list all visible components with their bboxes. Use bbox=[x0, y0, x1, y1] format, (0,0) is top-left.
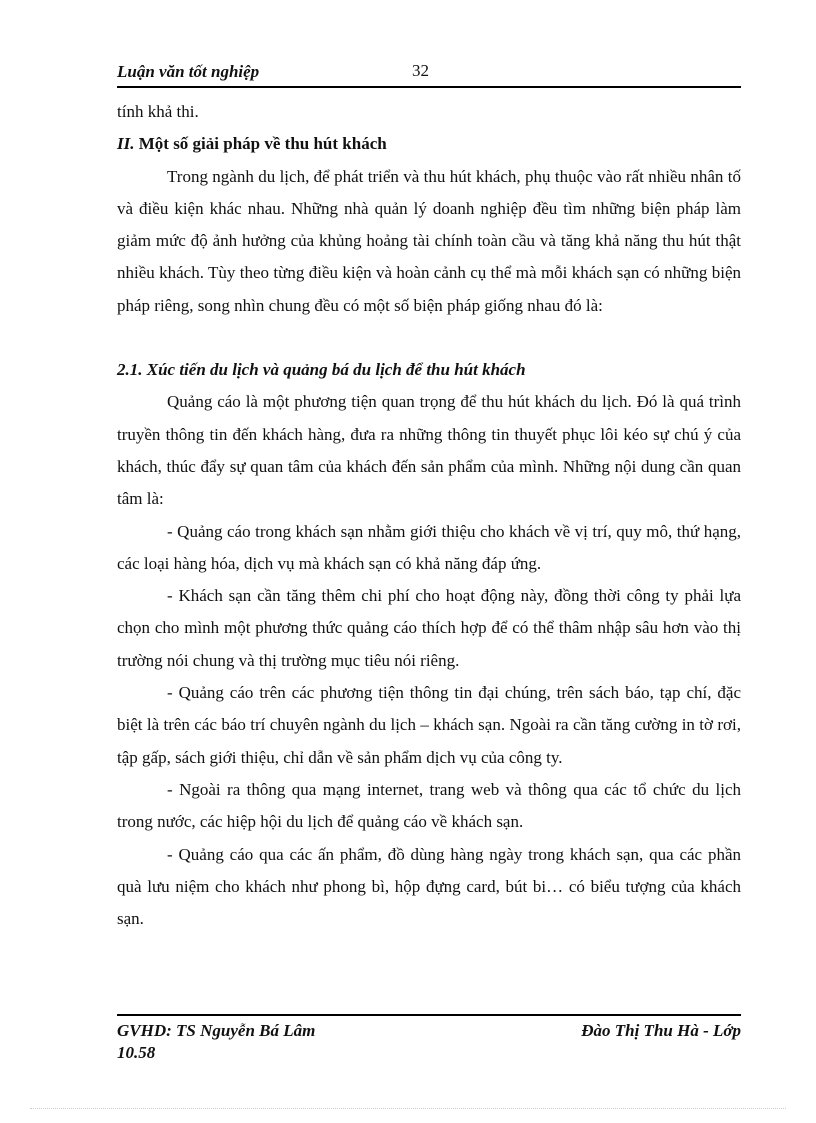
paragraph-advertising: Quảng cáo là một phương tiện quan trọng để thu hút khách du lịch. Đó là quá trình truyền thông tin đến khách hàng, đưa ra những thông tin thuyết phục lôi kéo sự chú ý của khách, thúc đẩy sự quan tâm của khách đến sản phẩm của mình. Những nội dung cần quan tâm là: bbox=[117, 392, 741, 509]
footer-class-code: 10.58 bbox=[117, 1043, 156, 1062]
section-heading-ii bbox=[117, 128, 741, 160]
continuation-line: tính khả thi. bbox=[117, 102, 199, 121]
bullet-item: - Khách sạn cần tăng thêm chi phí cho hoạt động này, đồng thời công ty phải lựa chọn cho mình một phương thức quảng cáo thích hợp để có thể thâm nhập sâu hơn vào thị trường nói chung và thị trường mục tiêu nói riêng. bbox=[117, 586, 741, 670]
section-title: Một số giải pháp về thu hút khách bbox=[138, 134, 387, 154]
footer-advisor: GVHD: TS Nguyễn Bá Lâm bbox=[117, 1021, 316, 1040]
bullet-item: - Quảng cáo trên các phương tiện thông tin đại chúng, trên sách báo, tạp chí, đặc biệt là trên các báo trí chuyên ngành du lịch – khách sạn. Ngoài ra cần tăng cường in tờ rơi, tập gấp, sách giới thiệu, chỉ dẫn về sản phẩm dịch vụ của công ty. bbox=[117, 683, 741, 767]
page-content bbox=[117, 96, 741, 935]
bullet-item: - Quảng cáo trong khách sạn nhằm giới thiệu cho khách về vị trí, quy mô, thứ hạng, các loại hàng hóa, dịch vụ mà khách sạn có khả năng đáp ứng. bbox=[117, 521, 741, 573]
spacer bbox=[117, 322, 741, 354]
subsection-heading-2-1: 2.1. Xúc tiến du lịch và quảng bá du lịch để thu hút khách bbox=[117, 360, 526, 380]
bullet-item: - Quảng cáo qua các ấn phẩm, đồ dùng hàng ngày trong khách sạn, qua các phần quà lưu niệm cho khách như phong bì, hộp đựng card, bút bi… có biểu tượng của khách sạn. bbox=[117, 844, 741, 929]
footer-author: Đào Thị Thu Hà - Lớp bbox=[581, 1021, 741, 1040]
paragraph-intro: Trong ngành du lịch, để phát triển và thu hút khách, phụ thuộc vào rất nhiều nhân tố và điều kiện khác nhau. Những nhà quản lý doanh nghiệp đều tìm những biện pháp làm giảm mức độ ảnh hưởng của khủng hoảng tài chính toàn cầu và tăng khả năng thu hút thật nhiều khách. Tùy theo từng điều kiện và hoàn cảnh cụ thể mà mỗi khách sạn có những biện pháp riêng, song nhìn chung đều có một số biện pháp giống nhau đó là: bbox=[117, 166, 741, 315]
page-footer bbox=[117, 1014, 741, 1064]
page-header bbox=[117, 60, 741, 88]
section-numeral: II. bbox=[117, 134, 135, 154]
page-bottom-divider bbox=[30, 1108, 786, 1109]
header-title: Luận văn tốt nghiệp bbox=[117, 62, 260, 81]
bullet-item: - Ngoài ra thông qua mạng internet, trang web và thông qua các tổ chức du lịch trong nước, các hiệp hội du lịch để quảng cáo về khách sạn. bbox=[117, 779, 741, 832]
page-number: 32 bbox=[412, 61, 429, 80]
footer-row bbox=[117, 1020, 741, 1042]
